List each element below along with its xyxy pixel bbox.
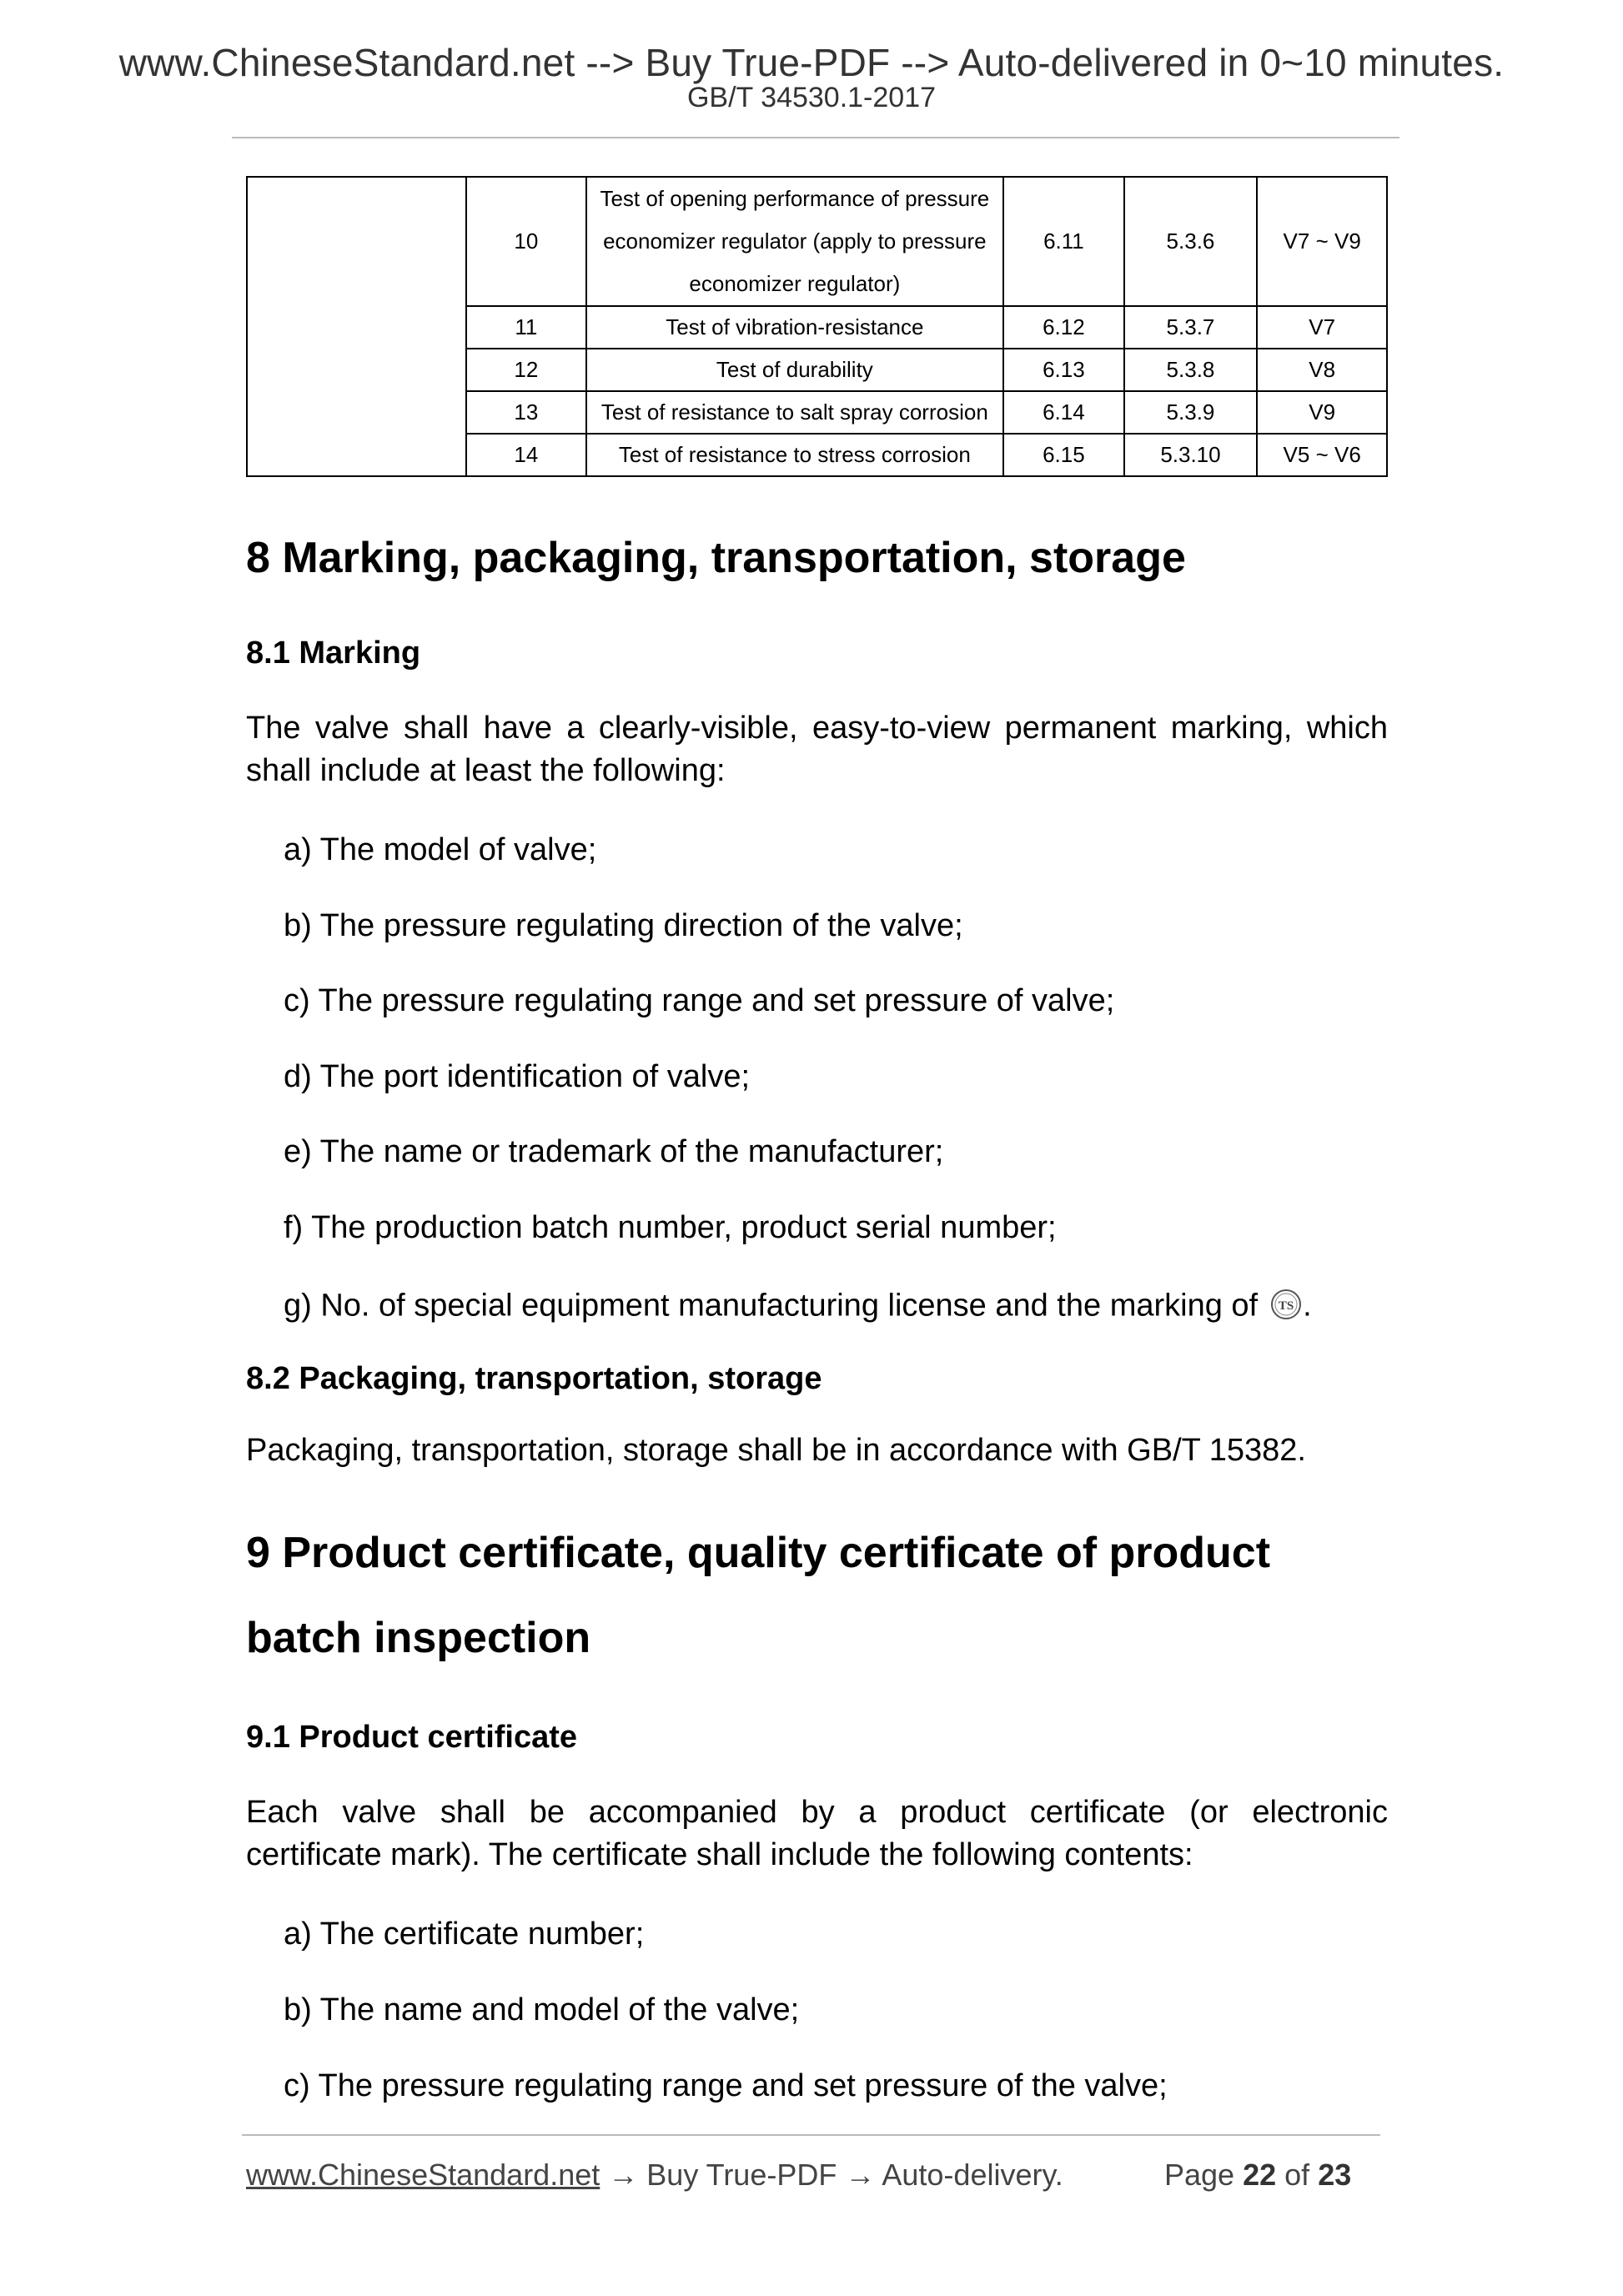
specimen: V7	[1257, 306, 1387, 349]
requirement-clause: 6.12	[1003, 306, 1123, 349]
requirement-clause: 6.11	[1003, 177, 1123, 306]
arrow-icon: →	[608, 2158, 639, 2192]
packaging-paragraph: Packaging, transportation, storage shall be in accordance with GB/T 15382.	[246, 1433, 1306, 1468]
section-9-1-heading: 9.1 Product certificate	[246, 1720, 578, 1755]
list-item: e) The name or trademark of the manufacturer;	[284, 1134, 944, 1169]
list-item-end: .	[1303, 1288, 1312, 1324]
row-number: 13	[466, 391, 585, 434]
list-item: c) The pressure regulating range and set pressure of the valve;	[284, 2068, 1168, 2103]
standard-number: GB/T 34530.1-2017	[686, 82, 937, 113]
footer-site-link[interactable]: www.ChineseStandard.net	[246, 2158, 600, 2192]
section-9-heading-line2: batch inspection	[246, 1614, 591, 1662]
test-item-line: economizer regulator)	[689, 271, 901, 296]
specimen: V5 ~ V6	[1257, 434, 1387, 476]
of-label: of	[1284, 2158, 1310, 2192]
footer-divider	[242, 2134, 1380, 2136]
paragraph-line: Each valve shall be accompanied by a product certificate (or electronic	[246, 1795, 1388, 1830]
row-number: 10	[466, 177, 585, 306]
list-item: a) The certificate number;	[284, 1917, 645, 1952]
ts-mark-icon	[1269, 1288, 1303, 1327]
test-method-clause: 5.3.6	[1124, 177, 1258, 306]
list-item: d) The port identification of valve;	[284, 1059, 751, 1094]
test-method-clause: 5.3.10	[1124, 434, 1258, 476]
paragraph-line: shall include at least the following:	[246, 753, 726, 788]
list-item: f) The production batch number, product serial number;	[284, 1210, 1057, 1245]
row-number: 11	[466, 306, 585, 349]
row-number: 12	[466, 349, 585, 391]
certificate-paragraph	[246, 1791, 1388, 1876]
list-item: a) The model of valve;	[284, 832, 597, 867]
test-item-line: economizer regulator (apply to pressure	[603, 229, 987, 254]
footer-text: Buy True-PDF	[646, 2158, 837, 2192]
list-item: b) The pressure regulating direction of the valve;	[284, 908, 963, 943]
footer-text: Auto-delivery.	[882, 2158, 1063, 2192]
requirement-clause: 6.13	[1003, 349, 1123, 391]
section-8-heading: 8 Marking, packaging, transportation, storage	[246, 534, 1186, 582]
specimen: V7 ~ V9	[1257, 177, 1387, 306]
footer-promo	[246, 2160, 1063, 2190]
test-method-clause: 5.3.8	[1124, 349, 1258, 391]
requirement-clause: 6.15	[1003, 434, 1123, 476]
test-method-clause: 5.3.9	[1124, 391, 1258, 434]
specimen: V9	[1257, 391, 1387, 434]
list-item-text: g) No. of special equipment manufacturing license and the marking of	[284, 1288, 1259, 1324]
paragraph-line: certificate mark). The certificate shall include the following contents:	[246, 1837, 1193, 1872]
section-8-1-heading: 8.1 Marking	[246, 636, 421, 671]
paragraph-line: The valve shall have a clearly-visible, easy-to-view permanent marking, which	[246, 711, 1388, 746]
group-cell	[247, 177, 466, 476]
specimen: V8	[1257, 349, 1387, 391]
list-item: c) The pressure regulating range and set pressure of valve;	[284, 983, 1115, 1018]
page-label: Page	[1164, 2158, 1235, 2192]
page-total: 23	[1318, 2158, 1352, 2192]
test-item: Test of resistance to salt spray corrosion	[586, 391, 1004, 434]
header-divider	[232, 137, 1399, 138]
list-item: b) The name and model of the valve;	[284, 1992, 800, 2027]
section-8-2-heading: 8.2 Packaging, transportation, storage	[246, 1361, 822, 1396]
table-row	[247, 177, 1387, 306]
site-banner: www.ChineseStandard.net --> Buy True-PDF --> Auto-delivered in 0~10 minutes.	[118, 41, 1505, 84]
marking-paragraph	[246, 707, 1388, 792]
row-number: 14	[466, 434, 585, 476]
test-method-clause: 5.3.7	[1124, 306, 1258, 349]
test-item-line: Test of opening performance of pressure	[600, 186, 990, 211]
test-item: Test of vibration-resistance	[586, 306, 1004, 349]
test-item: Test of resistance to stress corrosion	[586, 434, 1004, 476]
test-item: Test of durability	[586, 349, 1004, 391]
ts-mark-text: TS	[1278, 1299, 1294, 1313]
test-items-table	[246, 176, 1388, 477]
section-9-heading-line1: 9 Product certificate, quality certificate of product	[246, 1529, 1271, 1577]
test-item	[586, 177, 1004, 306]
requirement-clause: 6.14	[1003, 391, 1123, 434]
list-item	[284, 1288, 1312, 1327]
arrow-icon: →	[845, 2158, 876, 2192]
page-indicator	[1164, 2160, 1351, 2190]
page-number: 22	[1243, 2158, 1277, 2192]
